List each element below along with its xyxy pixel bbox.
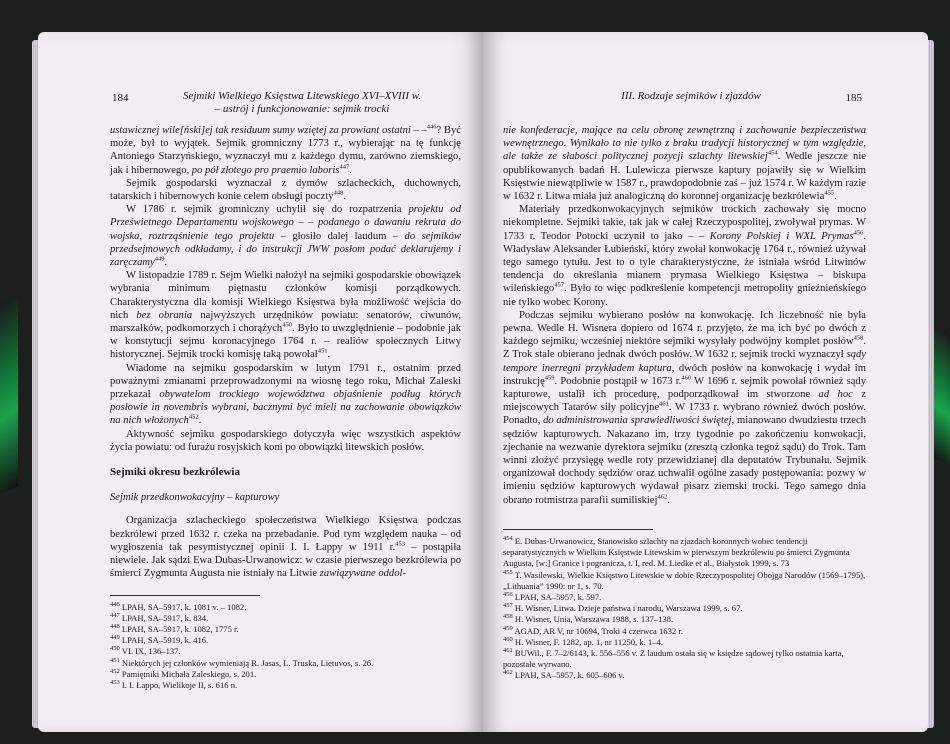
open-book [38,32,928,732]
footnote: $^{448}$ LPAH, SA–5917, k. 1082, 1775 r. [110,623,239,634]
paragraph: nie konfederacje, mające na celu obronę zewnętrzną i zachowanie bezpieczeństwa wewnętrznego. Wynikało to nie tylko z braku tradycji historycznej w tym względzie, ale także ze słabości politycznej pozycji szlachty litewskiej$^{454}$. Wedle jeszcze nie opublikowanych badań H. Lulewicza pierwsze kaptury pojawiły się w Wielkim Księstwie niewątpliwie w 1587 r., prawdopodobnie zaś – już 1574 r. W każdym razie w 1632 r. Litwa miała już analogiczną do koronnej organizację bezkrólewia$^{455}$. [503,125,866,203]
right-page [483,32,928,732]
paragraph: Organizacja szlacheckiego społeczeństwa Wielkiego Księstwa podczas bezkrólewi przed 1632 r. czeka na przebadanie. Pod tym względem nauka – od wygłoszenia tak pesymistycznej opinii I. I. Łappy w 1911 r.$^{453}$ – postąpiła niewiele. Jak sądzi Ewa Dubas-Urwanowicz: w czasie pierwszego bezkrólewia po śmierci Zygmunta Augusta nie istniały na Litwie zawiązywane oddol- [110,515,461,580]
footnote: $^{461}$ BUWil., F. 7–2/6143, k. 556–556 v. Z laudum ostała się w księdze sądowej tylko ostatnia karta, pozostałe wyrwano. [503,647,844,670]
paragraph: Sejmik gospodarski wyznaczał z dymów szlacheckich, duchownych, tatarskich i hibernowych konie celem obsługi poczty$^{448}$. [110,177,461,203]
paragraph: Wiadome na sejmiku gospodarskim w lutym 1791 r., ostatnim przed poważnymi zmianami przeprowadzonymi na wiosnę tego roku, Michał Zaleski przekazał obywatelom trockiego województwa objaśnienie podług których posłowie in novembris wybrani, bacznymi być mieli na zachowanie obowiązków na nich włożonych$^{452}$. [110,362,461,427]
right-page-body [503,124,866,682]
paragraph: W 1786 r. sejmik gromniczny uchylił się do rozpatrzenia projektu od Prześwietnego Departamentu wojskowego – – podanego o dawaniu rekruta do wojska, roztrząśnienie tego projektu – głosiło dalej laudum – do sejmików przedsejmowych odkładamy, i do instrukcji JWW posłom podać deklarujemy i zaręczamy$^{449}$. [110,204,461,269]
left-header-line1: Sejmiki Wielkiego Księstwa Litewskiego XVI–XVIII w. [182,90,422,102]
footnote: $^{447}$ LPAH, SA–5917, k. 834. [110,611,209,623]
left-footnotes [110,602,461,692]
subsection-heading: Sejmik przedkonwokacyjny – kapturowy [110,492,280,504]
left-page [38,32,483,732]
paragraph: W listopadzie 1789 r. Sejm Wielki nałożył na sejmiki gospodarskie obowiązek wybrania minimum piętnastu członków komisji porządkowych. Charakterystyczna dla komisji Wielkiego Księstwa była możliwość wejścia do nich bez obrania najwyższych urzędników powiatu: senatorów, ciwunów, marszałków, podkomorzych i chorążych$^{450}$. Było to uwzględnienie – podobnie jak w konstytucji sejmu koronacyjnego 1764 r. – realiów społecznych Litwy historycznej. Sejmik trocki komisję taką powołał$^{451}$. [110,270,461,361]
footnote: $^{450}$ VL IX, 136–137. [110,645,181,657]
background-green-object-left [0,296,18,493]
footnote-separator [503,529,653,530]
right-page-number: 185 [845,92,862,104]
footnote-separator [110,595,260,596]
footnote: $^{455}$ T. Wasilewski, Wielkie Księstwo Litewskie w dobie Rzeczypospolitej Obojga Narodów (1569–1795), „Lithuania” 1990: nr 1, s. 70. [503,568,866,591]
footnote: $^{453}$ I. I. Łappo, Wielikoje II, s. 616 n. [110,679,238,690]
footnote: $^{457}$ H. Wisner, Litwa. Dzieje państwa i narodu, Warszawa 1999, s. 67. [503,602,743,614]
left-page-number: 184 [112,92,129,104]
footnote: $^{449}$ LPAH, SA–5919, k. 416. [110,634,209,646]
paragraph: Podczas sejmiku wybierano posłów na konwokację. Ich liczebność nie była pewna. Wedle H. Wisnera dopiero od 1674 r. przyjęto, że ma ich być po dwóch z każdego sejmiku, wcześniej niektóre sejmiki wysyłały podwójny komplet posłów$^{458}$. Z Trok stale obierano jednak dwóch posłów. W 1632 r. sejmik trocki wyznaczył sądy tempore inerregni przykładem kaptura, dwóch posłów na konwokację i wydał im instrukcję$^{459}$. Podobnie postąpił w 1673 r.$^{460}$ W 1696 r. sejmik powołał również sądy kapturowe, ustalił ich procedurę, podporządkował im stworzone ad hoc z miejscowych Tatarów siły policyjne$^{461}$. W 1733 r. wybrano również dwóch posłów. Ponadto, do administrowania sprawiedliwości świętej, mianowano dwudziestu trzech sędziów kapturowych. Nakazano im, trzy tygodnie po zakończeniu konwokacji, zjechanie na wezwanie dyrektora sejmiku (zresztą członka tegoż sądu) do Trok. Tam winni złożyć przysięgę wedle roty przewidzianej dla deputatów Trybunału. Sejmik organizował dochody sędziów oraz uchwalił ogólne zasady postępowania: pozwy w imieniu sędziów kapturowych wydawał pisarz ziemski trocki. Tego samego dnia obrano rotmistrza parafii sumiliskiej$^{462}$. [503,309,866,506]
footnote: $^{446}$ LPAH, SA–5917, k. 1081 v. – 1082. [110,600,247,612]
left-header-line2: – ustrój i funkcjonowanie: sejmik trocki [214,103,390,115]
section-heading: Sejmiki okresu bezkrólewia [110,466,240,479]
paragraph: ustawicznej wile[ński]ej tak residuum sumy wziętej za prowiant ostatni – –$^{446}$? Być może, był to wyjątek. Sejmik gromniczny 1773 r., wybierając na tę funkcję Antoniego Starzyńskiego, wyznaczył mu z każdego dymu, zarówno ziemskiego, jak i hibernowego, po pół złotego pro praemio laboris$^{447}$. [110,123,461,176]
footnote: $^{458}$ H. Wisner, Unia, Warszawa 1988, s. 137–138. [503,613,674,625]
footnote: $^{456}$ LPAH, SA–5957, k. 597. [503,591,602,602]
footnote: $^{460}$ H. Wisner, F. 1282, ap. 1, nr 11250, k. 1–4. [503,635,663,647]
footnote: $^{454}$ E. Dubas-Urwanowicz, Stanowisko szlachty na zjazdach koronnych wobec tendencji separatystycznych w Wielkim Księstwie Litewskim w pierwszym bezkrólewiu po śmierci Zygmunta Augusta, [w:] Granice i pogranicza, t. I, red. M. Liedke et al., Białystok 1999, s. 73 [503,535,850,569]
footnote: $^{459}$ AGAD, AR V, nr 10694, Troki 4 czerwca 1632 r. [503,624,683,636]
footnote: $^{451}$ Niektórych jej członków wymieniają R. Jasas, L. Truska, Lietuvos, s. 26. [110,656,374,668]
footnote: $^{452}$ Pamiętniki Michała Zaleskiego, s. 201. [110,667,257,679]
paragraph: Aktywność sejmiku gospodarskiego dotyczyła więc wszystkich aspektów życia powiatu: od furażu rosyjskich koni po obowiązki litewskich posłów. [110,428,461,453]
paragraph: Materiały przedkonwokacyjnych sejmików trockich zachowały się mocno niekompletne. Sejmiki takie, tak jak w całej Rzeczypospolitej, zwoływał prymas. W 1733 r. Teodor Potocki uczynił to jako – – Korony Polskiej i WXL Prymas$^{456}$. Władysław Aleksander Łubieński, który zwołał konwokację 1764 r., również używał tego samego tytułu. Jest to o tyle charakterystyczne, że istniała wśród Litwinów tendencja do określania mianem prymasa Wielkiego Księstwa – biskupa wileńskiego$^{457}$. Było to więc podkreślenie kompetencji metropolity gnieźnieńskiego nie tylko wobec Korony. [503,204,866,308]
right-footnotes [503,536,866,682]
left-page-body [110,124,461,691]
left-running-header [172,90,432,116]
right-running-header: III. Rodzaje sejmików i zjazdów [621,90,761,102]
footnote: $^{462}$ LPAH, SA–5957, k. 605–606 v. [503,669,625,681]
